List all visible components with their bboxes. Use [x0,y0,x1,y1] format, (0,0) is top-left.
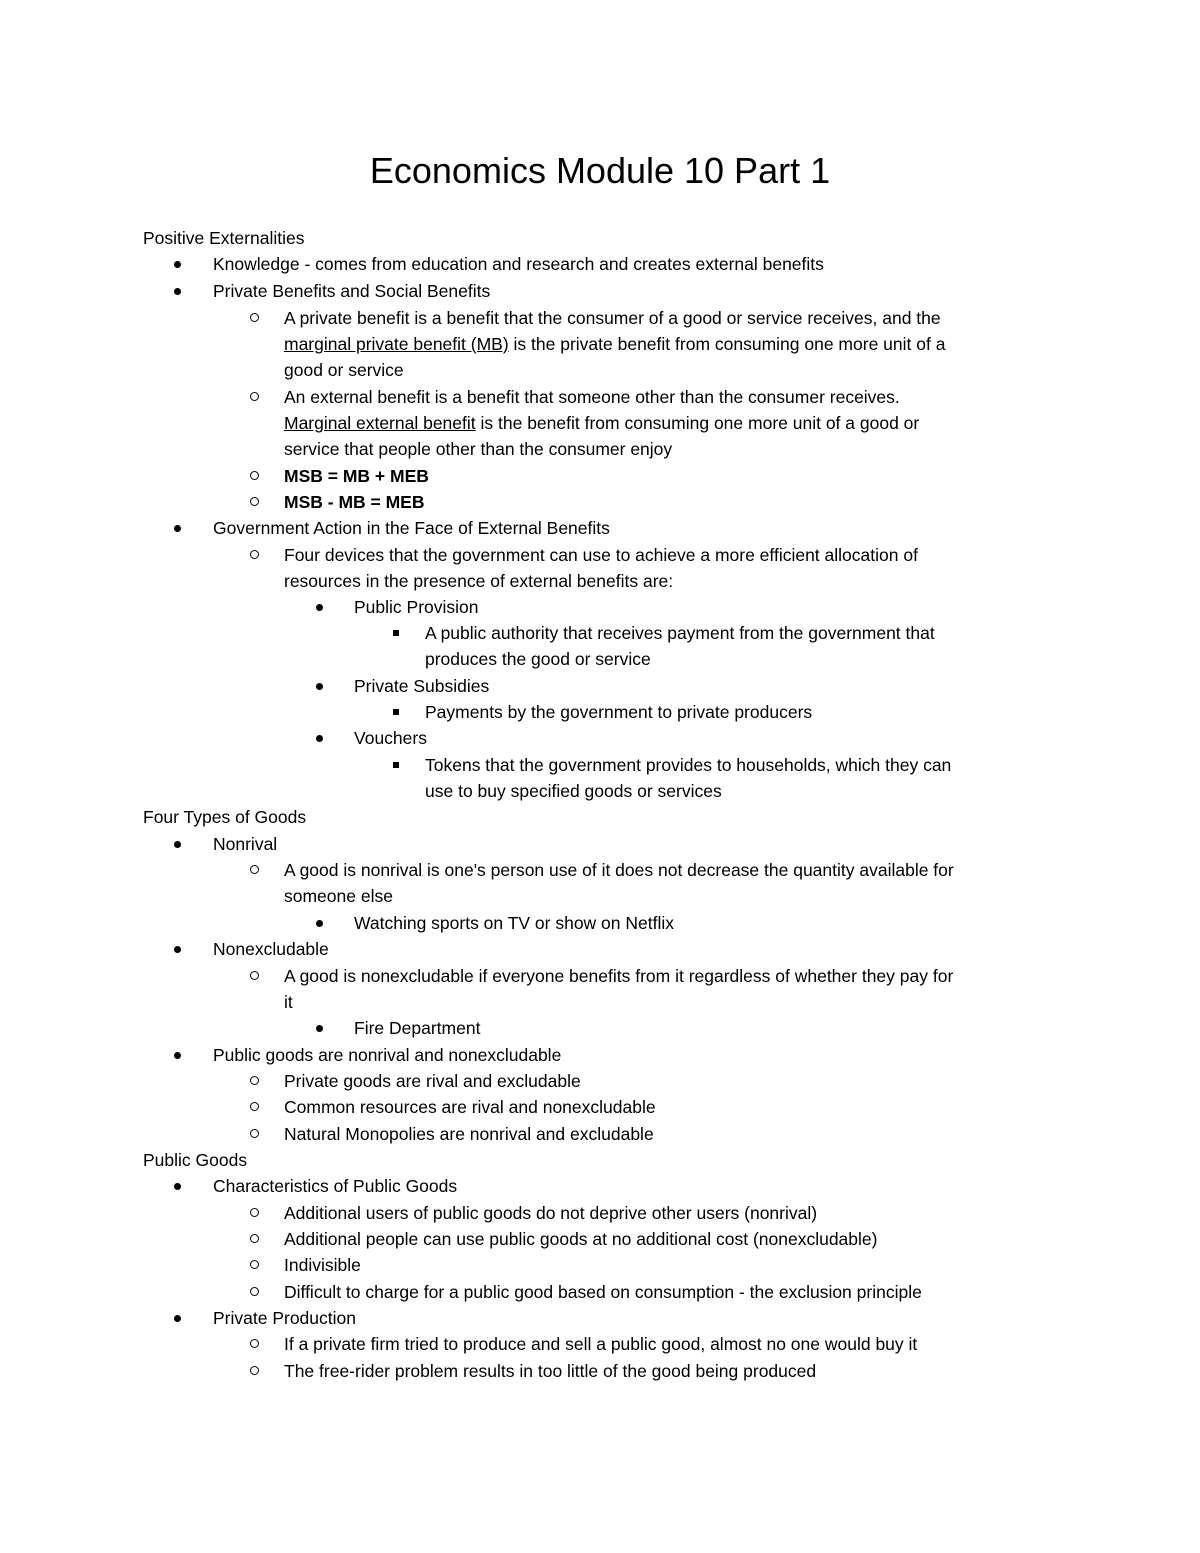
bullet-icon [174,1306,181,1322]
bullet-icon [316,911,323,927]
circle-bullet-icon [250,543,259,559]
list-item: Four devices that the government can use to achieve a more efficient allocation of [284,545,918,565]
bullet-icon [174,252,181,268]
bullet-icon [174,832,181,848]
bullet-icon [174,937,181,953]
list-item-continuation: resources in the presence of external benefits are: [284,571,674,591]
list-item: If a private firm tried to produce and sell a public good, almost no one would buy it [284,1334,918,1354]
list-item-continuation: good or service [284,360,404,380]
list-item: Government Action in the Face of External Benefits [213,518,610,538]
list-item: A good is nonrival is one's person use of it does not decrease the quantity available for [284,860,954,880]
list-item: An external benefit is a benefit that someone other than the consumer receives. [284,387,900,407]
list-item: Difficult to charge for a public good based on consumption - the exclusion principle [284,1282,922,1302]
circle-bullet-icon [250,858,259,874]
square-bullet-icon [393,700,399,715]
list-item: Fire Department [354,1018,481,1038]
bullet-icon [174,516,181,532]
list-item: Nonrival [213,834,278,854]
list-item: Payments by the government to private producers [425,702,813,722]
list-item: Tokens that the government provides to households, which they can [425,755,952,775]
list-item: A public authority that receives payment from the government that [425,623,935,643]
list-item: Characteristics of Public Goods [213,1176,458,1196]
list-item: Private goods are rival and excludable [284,1071,581,1091]
square-bullet-icon [393,621,399,636]
list-item: Public goods are nonrival and nonexcludable [213,1045,562,1065]
circle-bullet-icon [250,1069,259,1085]
term-marginal-private-benefit: marginal private benefit (MB) [284,334,509,354]
bullet-icon [174,1174,181,1190]
list-item-continuation: it [284,992,293,1012]
circle-bullet-icon [250,306,259,322]
list-item-continuation [284,332,945,358]
list-item: Additional users of public goods do not deprive other users (nonrival) [284,1203,818,1223]
list-item: Nonexcludable [213,939,329,959]
formula: MSB - MB = MEB [284,492,425,512]
section-heading-public-goods: Public Goods [143,1150,248,1170]
bullet-icon [316,1016,323,1032]
list-item: Common resources are rival and nonexcludable [284,1097,656,1117]
circle-bullet-icon [250,1095,259,1111]
page-title: Economics Module 10 Part 1 [369,150,831,191]
text: is the private benefit from consuming one more unit of a [508,334,946,354]
circle-bullet-icon [250,1227,259,1243]
list-item-continuation: produces the good or service [425,649,651,669]
list-item: Private Benefits and Social Benefits [213,281,491,301]
list-item: A good is nonexcludable if everyone benefits from it regardless of whether they pay for [284,966,954,986]
list-item-continuation [284,411,919,437]
list-item: Natural Monopolies are nonrival and excludable [284,1124,654,1144]
list-item-continuation: service that people other than the consumer enjoy [284,439,673,459]
list-item-continuation: someone else [284,886,393,906]
square-bullet-icon [393,753,399,768]
bullet-icon [316,674,323,690]
list-item: Watching sports on TV or show on Netflix [354,913,674,933]
bullet-icon [174,279,181,295]
list-item: Knowledge - comes from education and research and creates external benefits [213,254,824,274]
bullet-icon [316,726,323,742]
circle-bullet-icon [250,964,259,980]
list-item: Indivisible [284,1255,361,1275]
term-marginal-external-benefit: Marginal external benefit [284,413,476,433]
list-item: Private Subsidies [354,676,490,696]
section-heading-four-types: Four Types of Goods [143,807,307,827]
circle-bullet-icon [250,385,259,401]
circle-bullet-icon [250,1122,259,1138]
bullet-icon [316,595,323,611]
formula: MSB = MB + MEB [284,466,429,486]
list-item-continuation: use to buy specified goods or services [425,781,722,801]
circle-bullet-icon [250,1253,259,1269]
list-item: Additional people can use public goods at no additional cost (nonexcludable) [284,1229,878,1249]
text: is the benefit from consuming one more unit of a good or [475,413,920,433]
circle-bullet-icon [250,1332,259,1348]
circle-bullet-icon [250,490,259,506]
section-heading-positive-externalities: Positive Externalities [143,228,305,248]
list-item: Vouchers [354,728,427,748]
circle-bullet-icon [250,464,259,480]
list-item: Private Production [213,1308,356,1328]
circle-bullet-icon [250,1201,259,1217]
list-item: The free-rider problem results in too little of the good being produced [284,1361,817,1381]
circle-bullet-icon [250,1280,259,1296]
bullet-icon [174,1043,181,1059]
circle-bullet-icon [250,1359,259,1375]
list-item: Public Provision [354,597,479,617]
list-item: A private benefit is a benefit that the consumer of a good or service receives, and the [284,308,941,328]
